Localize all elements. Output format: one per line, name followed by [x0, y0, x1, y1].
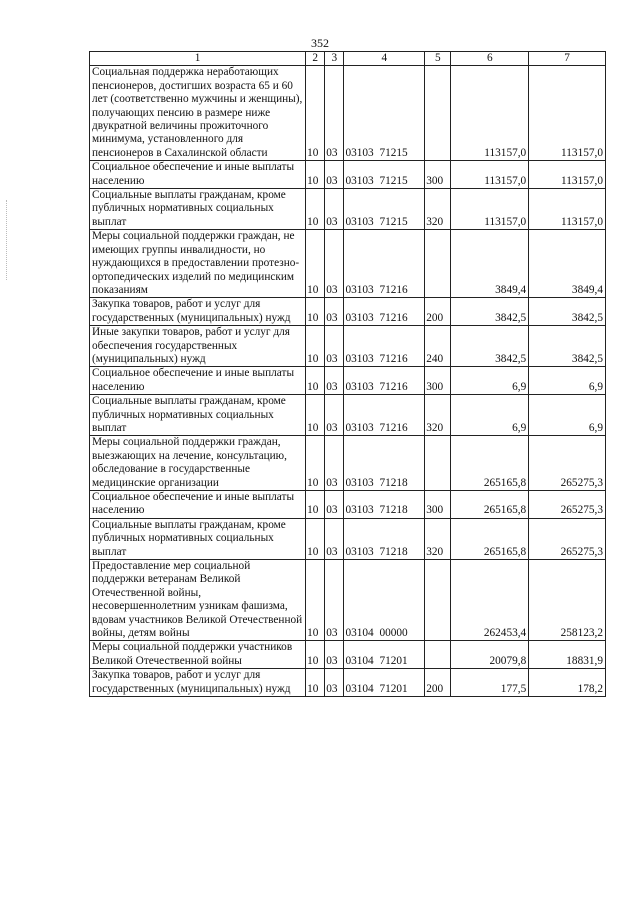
row-expense-type: 200: [425, 669, 451, 697]
row-subsection: 03: [325, 326, 344, 367]
row-direction-code: 71216: [379, 421, 408, 434]
row-amount-year2: 6,9: [529, 367, 606, 395]
row-direction-code: 71201: [379, 654, 408, 667]
row-subsection: 03: [325, 298, 344, 326]
row-target-code: [344, 395, 425, 436]
page-number: 352: [311, 36, 329, 50]
row-name: Социальные выплаты гражданам, кроме публичных нормативных социальных выплат: [90, 395, 306, 436]
row-program-code: 03103: [345, 146, 374, 159]
row-section: 10: [306, 189, 325, 230]
row-target-code: [344, 641, 425, 669]
col-header-7: 7: [529, 52, 606, 66]
row-program-code: 03104: [345, 654, 374, 667]
row-amount-year2: 265275,3: [529, 491, 606, 519]
row-direction-code: 71215: [379, 146, 408, 159]
row-amount-year2: 258123,2: [529, 560, 606, 641]
row-amount-year2: 6,9: [529, 395, 606, 436]
table-row: [90, 189, 606, 230]
table-row: [90, 161, 606, 189]
row-section: 10: [306, 669, 325, 697]
table-row: [90, 669, 606, 697]
col-header-5: 5: [425, 52, 451, 66]
row-amount-year1: 113157,0: [451, 161, 529, 189]
row-name: Социальная поддержка неработающих пенсионеров, достигших возраста 65 и 60 лет (соответственно мужчины и женщины), получающих пенсию в размере ниже двукратной величины прожиточного минимума, установленного для пенсионеров в Сахалинской области: [90, 66, 306, 161]
header-row: [90, 52, 606, 66]
row-amount-year2: 3842,5: [529, 326, 606, 367]
row-program-code: 03103: [345, 174, 374, 187]
table-row: [90, 560, 606, 641]
row-expense-type: 240: [425, 326, 451, 367]
row-section: 10: [306, 66, 325, 161]
row-section: 10: [306, 641, 325, 669]
row-section: 10: [306, 230, 325, 298]
row-expense-type: [425, 66, 451, 161]
row-amount-year1: 177,5: [451, 669, 529, 697]
row-amount-year1: 262453,4: [451, 560, 529, 641]
row-expense-type: 200: [425, 298, 451, 326]
row-name: Меры социальной поддержки участников Великой Отечественной войны: [90, 641, 306, 669]
row-program-code: 03103: [345, 352, 374, 365]
row-section: 10: [306, 395, 325, 436]
table-row: [90, 518, 606, 559]
row-subsection: 03: [325, 230, 344, 298]
row-direction-code: 71218: [379, 504, 408, 517]
row-amount-year1: 6,9: [451, 395, 529, 436]
row-section: 10: [306, 436, 325, 491]
row-direction-code: 71216: [379, 283, 408, 296]
row-direction-code: 71218: [379, 545, 408, 558]
row-name: Социальное обеспечение и иные выплаты населению: [90, 161, 306, 189]
row-amount-year1: 265165,8: [451, 518, 529, 559]
row-amount-year2: 113157,0: [529, 161, 606, 189]
row-target-code: [344, 66, 425, 161]
table-row: [90, 491, 606, 519]
table-row: [90, 326, 606, 367]
row-subsection: 03: [325, 161, 344, 189]
row-expense-type: 300: [425, 491, 451, 519]
row-expense-type: [425, 230, 451, 298]
row-expense-type: 300: [425, 161, 451, 189]
row-subsection: 03: [325, 518, 344, 559]
row-section: 10: [306, 298, 325, 326]
row-section: 10: [306, 367, 325, 395]
row-name: Меры социальной поддержки граждан, выезжающих на лечение, консультацию, обследование в государственные медицинские организации: [90, 436, 306, 491]
row-subsection: 03: [325, 367, 344, 395]
row-subsection: 03: [325, 189, 344, 230]
row-expense-type: 320: [425, 395, 451, 436]
row-amount-year1: 265165,8: [451, 491, 529, 519]
table-row: [90, 66, 606, 161]
row-program-code: 03103: [345, 476, 374, 489]
row-name: Социальные выплаты гражданам, кроме публичных нормативных социальных выплат: [90, 189, 306, 230]
row-name: Закупка товаров, работ и услуг для государственных (муниципальных) нужд: [90, 298, 306, 326]
row-target-code: [344, 298, 425, 326]
row-expense-type: [425, 560, 451, 641]
row-target-code: [344, 518, 425, 559]
row-amount-year1: 3842,5: [451, 298, 529, 326]
row-name: Иные закупки товаров, работ и услуг для обеспечения государственных (муниципальных) нужд: [90, 326, 306, 367]
row-program-code: 03104: [345, 682, 374, 695]
row-amount-year1: 20079,8: [451, 641, 529, 669]
row-subsection: 03: [325, 641, 344, 669]
col-header-2: 2: [306, 52, 325, 66]
row-direction-code: 71216: [379, 380, 408, 393]
row-amount-year1: 113157,0: [451, 66, 529, 161]
row-direction-code: 71216: [379, 311, 408, 324]
row-amount-year2: 178,2: [529, 669, 606, 697]
row-expense-type: 320: [425, 189, 451, 230]
row-expense-type: 320: [425, 518, 451, 559]
row-amount-year2: 265275,3: [529, 518, 606, 559]
row-direction-code: 71215: [379, 174, 408, 187]
row-expense-type: [425, 436, 451, 491]
row-target-code: [344, 189, 425, 230]
col-header-6: 6: [451, 52, 529, 66]
row-direction-code: 71218: [379, 476, 408, 489]
col-header-1: 1: [90, 52, 306, 66]
table-row: [90, 230, 606, 298]
table-row: [90, 395, 606, 436]
row-expense-type: 300: [425, 367, 451, 395]
row-program-code: 03103: [345, 283, 374, 296]
table-row: [90, 641, 606, 669]
row-section: 10: [306, 518, 325, 559]
row-name: Социальное обеспечение и иные выплаты населению: [90, 491, 306, 519]
budget-table: [89, 51, 606, 697]
row-section: 10: [306, 491, 325, 519]
row-amount-year2: 265275,3: [529, 436, 606, 491]
row-target-code: [344, 669, 425, 697]
row-amount-year1: 3842,5: [451, 326, 529, 367]
row-subsection: 03: [325, 66, 344, 161]
row-name: Социальные выплаты гражданам, кроме публичных нормативных социальных выплат: [90, 518, 306, 559]
row-section: 10: [306, 326, 325, 367]
col-header-4: 4: [344, 52, 425, 66]
row-amount-year1: 265165,8: [451, 436, 529, 491]
row-subsection: 03: [325, 491, 344, 519]
row-section: 10: [306, 161, 325, 189]
row-amount-year2: 113157,0: [529, 189, 606, 230]
row-program-code: 03103: [345, 215, 374, 228]
row-direction-code: 71216: [379, 352, 408, 365]
row-program-code: 03104: [345, 627, 374, 640]
row-name: Закупка товаров, работ и услуг для государственных (муниципальных) нужд: [90, 669, 306, 697]
row-direction-code: 00000: [379, 627, 408, 640]
row-section: 10: [306, 560, 325, 641]
row-subsection: 03: [325, 669, 344, 697]
row-target-code: [344, 491, 425, 519]
row-name: Меры социальной поддержки граждан, не имеющих группы инвалидности, но нуждающихся в предоставлении протезно-ортопедических изделий по медицинским показаниям: [90, 230, 306, 298]
row-target-code: [344, 367, 425, 395]
row-direction-code: 71201: [379, 682, 408, 695]
row-expense-type: [425, 641, 451, 669]
row-name: Социальное обеспечение и иные выплаты населению: [90, 367, 306, 395]
row-subsection: 03: [325, 395, 344, 436]
row-target-code: [344, 230, 425, 298]
margin-scan-mark: [6, 200, 8, 280]
col-header-3: 3: [325, 52, 344, 66]
row-program-code: 03103: [345, 504, 374, 517]
row-subsection: 03: [325, 560, 344, 641]
row-program-code: 03103: [345, 545, 374, 558]
row-amount-year1: 6,9: [451, 367, 529, 395]
row-subsection: 03: [325, 436, 344, 491]
row-amount-year1: 3849,4: [451, 230, 529, 298]
table-row: [90, 436, 606, 491]
table-row: [90, 298, 606, 326]
row-amount-year2: 113157,0: [529, 66, 606, 161]
row-amount-year2: 18831,9: [529, 641, 606, 669]
row-amount-year2: 3842,5: [529, 298, 606, 326]
row-program-code: 03103: [345, 421, 374, 434]
row-target-code: [344, 560, 425, 641]
row-program-code: 03103: [345, 380, 374, 393]
row-direction-code: 71215: [379, 215, 408, 228]
table-row: [90, 367, 606, 395]
row-target-code: [344, 436, 425, 491]
row-target-code: [344, 161, 425, 189]
row-name: Предоставление мер социальной поддержки ветеранам Великой Отечественной войны, несовершеннолетним узникам фашизма, вдовам участников Великой Отечественной войны, детям войны: [90, 560, 306, 641]
row-target-code: [344, 326, 425, 367]
row-program-code: 03103: [345, 311, 374, 324]
row-amount-year1: 113157,0: [451, 189, 529, 230]
row-amount-year2: 3849,4: [529, 230, 606, 298]
